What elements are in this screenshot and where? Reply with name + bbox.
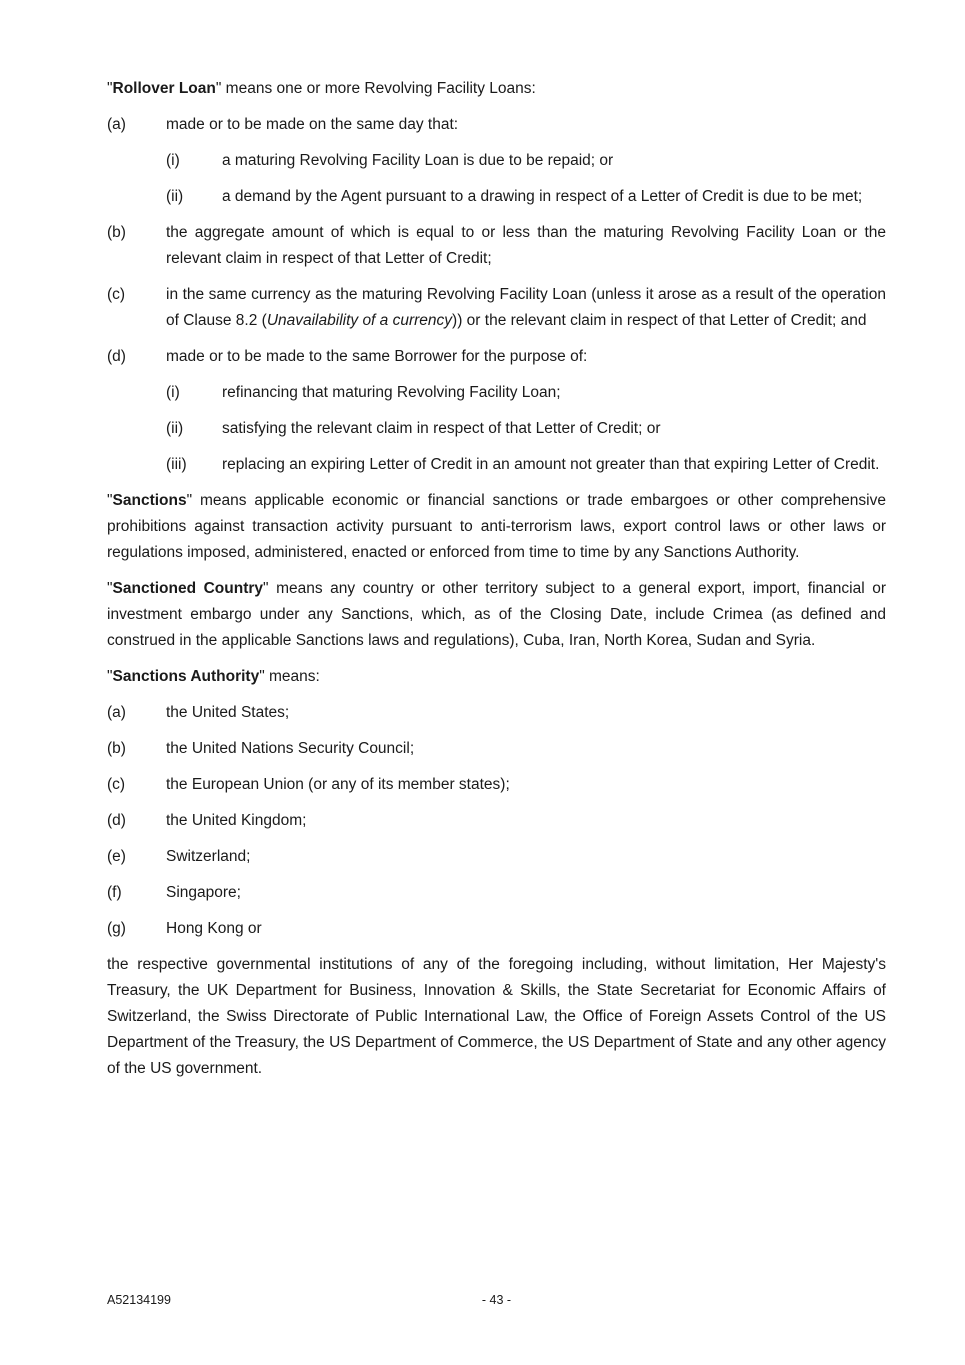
list-item-text-before: in the same currency as the maturing Revolving Facility Loan (unless it arose as a result of the operation of Clause 8.2 (	[166, 286, 886, 329]
list-item-text: Hong Kong or	[166, 920, 262, 937]
authority-item-f	[107, 880, 886, 906]
list-item-label: (iii)	[166, 456, 187, 473]
list-item-text: the aggregate amount of which is equal to or less than the maturing Revolving Facility Loan or the relevant claim in respect of that Letter of Credit;	[166, 224, 886, 267]
open-quote: "	[107, 580, 113, 597]
list-item-label: (i)	[166, 152, 180, 169]
open-quote: "	[107, 492, 113, 509]
closing-paragraph: the respective governmental institutions of any of the foregoing including, without limitation, Her Majesty's Treasury, the UK Department for Business, Innovation & Skills, the State Secretariat for Economic Affairs of Switzerland, the Swiss Directorate of Public International Law, the Office of Foreign Assets Control of the US Department of the Treasury, the US Department of Commerce, the US Department of State and any other agency of the US government.	[107, 956, 886, 1077]
list-item-label: (g)	[107, 920, 126, 937]
list-item-d-iii	[166, 452, 886, 478]
list-item-text: the United Nations Security Council;	[166, 740, 415, 757]
definition-text: " means any country or other territory subject to a general export, import, financial or investment embargo under any Sanctions, which, as of the Closing Date, include Crimea (as defined and construed in the applicable Sanctions laws and regulations), Cuba, Iran, North Korea, Sudan and Syria.	[107, 580, 886, 649]
list-item-b	[107, 220, 886, 272]
list-item-text: made or to be made to the same Borrower for the purpose of:	[166, 348, 588, 365]
list-item-label: (c)	[107, 776, 126, 793]
definition-text: " means applicable economic or financial sanctions or trade embargoes or other comprehensive prohibitions against transaction activity pursuant to anti-terrorism laws, export control laws or other laws or regulations imposed, administered, enacted or enforced from time to time by any Sanctions Authority.	[107, 492, 886, 561]
list-item-text: a demand by the Agent pursuant to a drawing in respect of a Letter of Credit is due to be met;	[222, 188, 863, 205]
list-item-c	[107, 282, 886, 334]
list-item-text: Switzerland;	[166, 848, 251, 865]
list-item-text: refinancing that maturing Revolving Facility Loan;	[222, 384, 561, 401]
list-item-label: (e)	[107, 848, 126, 865]
page-number: - 43 -	[481, 1293, 512, 1307]
list-item-label: (b)	[107, 740, 126, 757]
list-item-text: the United States;	[166, 704, 290, 721]
list-item-label: (d)	[107, 348, 126, 365]
list-item-text: the United Kingdom;	[166, 812, 307, 829]
defined-term-sanctions-authority: Sanctions Authority	[112, 668, 260, 685]
defined-term-sanctioned-country: Sanctioned Country	[112, 580, 264, 597]
list-item-label: (d)	[107, 812, 126, 829]
list-item-text: Singapore;	[166, 884, 241, 901]
defined-term-rollover-loan: Rollover Loan	[112, 80, 216, 97]
page-footer	[107, 1292, 886, 1308]
list-item-label: (ii)	[166, 188, 184, 205]
document-reference: A52134199	[107, 1293, 171, 1307]
list-item-label: (a)	[107, 704, 126, 721]
definition-sanctions	[107, 488, 886, 566]
definition-rollover-loan	[107, 76, 886, 102]
definition-text: " means one or more Revolving Facility Loans:	[215, 80, 536, 97]
authority-item-g	[107, 916, 886, 942]
authority-item-e	[107, 844, 886, 870]
definition-text: " means:	[259, 668, 320, 685]
definition-sanctioned-country	[107, 576, 886, 654]
list-item-label: (a)	[107, 116, 126, 133]
list-item-d-ii	[166, 416, 886, 442]
authority-item-d	[107, 808, 886, 834]
list-item-text: satisfying the relevant claim in respect of that Letter of Credit; or	[222, 420, 661, 437]
list-item-label: (f)	[107, 884, 122, 901]
authority-item-a	[107, 700, 886, 726]
open-quote: "	[107, 668, 113, 685]
authority-item-b	[107, 736, 886, 762]
list-item-text: the European Union (or any of its member states);	[166, 776, 510, 793]
list-item-a	[107, 112, 886, 138]
list-item-d-i	[166, 380, 886, 406]
list-item-text	[166, 282, 886, 334]
authority-item-c	[107, 772, 886, 798]
list-item-label: (b)	[107, 224, 126, 241]
list-item-label: (ii)	[166, 420, 184, 437]
list-item-text: made or to be made on the same day that:	[166, 116, 459, 133]
list-item-text: replacing an expiring Letter of Credit in an amount not greater than that expiring Letter of Credit.	[222, 456, 880, 473]
list-item-a-i	[166, 148, 886, 174]
defined-term-sanctions: Sanctions	[112, 492, 187, 509]
open-quote: "	[107, 80, 113, 97]
definition-sanctions-authority	[107, 664, 886, 690]
list-item-label: (i)	[166, 384, 180, 401]
clause-reference-italic: Unavailability of a currency	[266, 312, 453, 329]
list-item-d	[107, 344, 886, 370]
list-item-text-after: )) or the relevant claim in respect of that Letter of Credit; and	[452, 312, 867, 329]
list-item-text: a maturing Revolving Facility Loan is due to be repaid; or	[222, 152, 614, 169]
list-item-label: (c)	[107, 286, 126, 303]
list-item-a-ii	[166, 184, 886, 210]
